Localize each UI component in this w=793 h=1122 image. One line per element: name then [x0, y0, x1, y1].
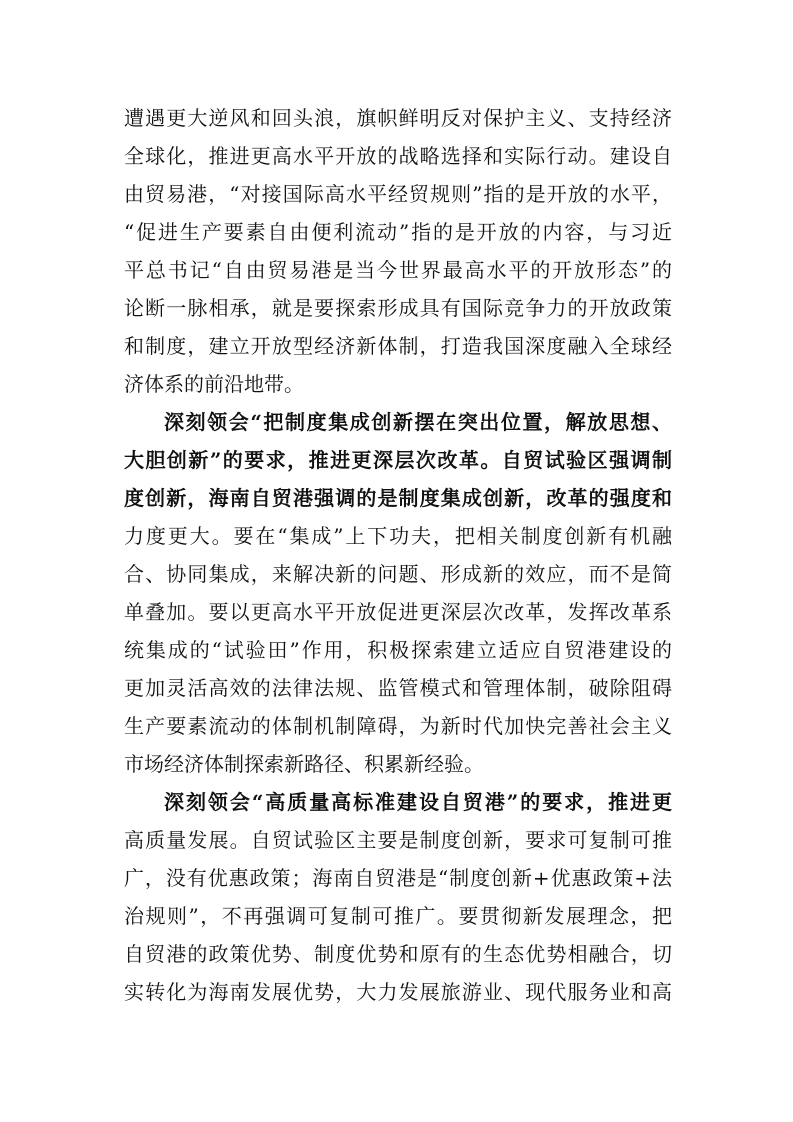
paragraph-3-line-3: 广，没有优惠政策；海南自贸港是“制度创新+优惠政策+法: [124, 866, 672, 890]
paragraph-1-line-1: 遭遇更大逆风和回头浪，旗帜鲜明反对保护主义、支持经济: [124, 106, 672, 130]
paragraph-2-line-5: 合、协同集成，来解决新的问题、形成新的效应，而不是简: [124, 562, 672, 586]
paragraph-2-line-7: 统集成的“试验田”作用，积极探索建立适应自贸港建设的: [124, 638, 672, 662]
paragraph-3-line-4: 治规则”，不再强调可复制可推广。要贯彻新发展理念，把: [124, 904, 672, 928]
paragraph-2-line-8: 更加灵活高效的法律法规、监管模式和管理体制，破除阻碍: [124, 676, 672, 700]
paragraph-1-line-7: 和制度，建立开放型经济新体制，打造我国深度融入全球经: [124, 334, 672, 358]
paragraph-3-line-6: 实转化为海南发展优势，大力发展旅游业、现代服务业和高: [124, 980, 672, 1004]
paragraph-1-line-4: “促进生产要素自由便利流动”指的是开放的内容，与习近: [124, 220, 672, 244]
paragraph-2-line-4: 力度更大。要在“集成”上下功夫，把相关制度创新有机融: [124, 524, 672, 548]
paragraph-3-line-2: 高质量发展。自贸试验区主要是制度创新，要求可复制可推: [124, 828, 672, 852]
paragraph-3-line-1: 深刻领会“高质量高标准建设自贸港”的要求，推进更: [164, 790, 672, 814]
paragraph-2-line-6: 单叠加。要以更高水平开放促进更深层次改革，发挥改革系: [124, 600, 672, 624]
paragraph-2-line-9: 生产要素流动的体制机制障碍，为新时代加快完善社会主义: [124, 714, 672, 738]
paragraph-2-line-10: 市场经济体制探索新路径、积累新经验。: [124, 752, 484, 776]
paragraph-1-line-3: 由贸易港，“对接国际高水平经贸规则”指的是开放的水平，: [124, 182, 672, 206]
paragraph-1-line-2: 全球化，推进更高水平开放的战略选择和实际行动。建设自: [124, 144, 672, 168]
paragraph-2-line-2: 大胆创新”的要求，推进更深层次改革。自贸试验区强调制: [124, 448, 672, 472]
paragraph-1-line-8: 济体系的前沿地带。: [124, 372, 304, 396]
paragraph-2-line-3: 度创新，海南自贸港强调的是制度集成创新，改革的强度和: [124, 486, 672, 510]
paragraph-1-line-5: 平总书记“自由贸易港是当今世界最高水平的开放形态”的: [124, 258, 672, 282]
paragraph-1-line-6: 论断一脉相承，就是要探索形成具有国际竞争力的开放政策: [124, 296, 672, 320]
paragraph-2-line-1: 深刻领会“把制度集成创新摆在突出位置，解放思想、: [164, 410, 672, 434]
paragraph-3-line-5: 自贸港的政策优势、制度优势和原有的生态优势相融合，切: [124, 942, 672, 966]
